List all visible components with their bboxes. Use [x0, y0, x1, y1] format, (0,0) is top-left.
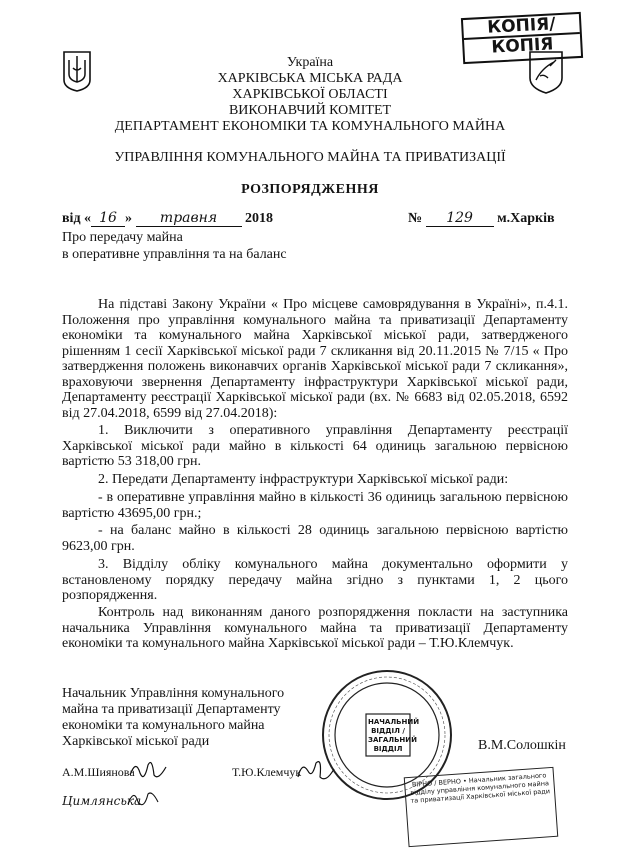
signature-tsymlianska-icon: [126, 786, 160, 812]
body-item-2: 2. Передати Департаменту інфраструктури Харківської міської ради:: [98, 472, 509, 487]
date-year: 2018: [245, 211, 274, 226]
copy-stamp: КОПІЯ/ КОПІЯ: [461, 12, 583, 64]
signature-title-3: економіки та комунального майна: [62, 718, 265, 733]
subject-line-1: Про передачу майна: [62, 230, 183, 245]
doc-type: РОЗПОРЯДЖЕННЯ: [241, 182, 379, 197]
signature-shiyanova-icon: [128, 755, 168, 785]
date-day: 16: [91, 211, 125, 227]
header-committee: ВИКОНАВЧИЙ КОМІТЕТ: [228, 103, 392, 118]
signature-title-2: майна та приватизації Департаменту: [62, 702, 281, 717]
subject-line-2: в оперативне управління та на баланс: [62, 247, 287, 262]
seal-text: НАЧАЛЬНИЙ ВІДДІЛ / ЗАГАЛЬНИЙ ВІДДІЛ: [368, 718, 420, 753]
signatory-name: В.М.Солошкін: [478, 738, 566, 753]
verification-stamp: ВІРНО / ВЕРНО • Начальник загального відділу управління комунального майна та приватизації Харківської міської ради: [404, 767, 559, 847]
signature-title-1: Начальник Управління комунального: [62, 686, 285, 701]
header-country: Україна: [286, 55, 334, 70]
approval-klemchuk: Т.Ю.Клемчук: [232, 765, 302, 779]
signature-klemchuk-icon: [296, 755, 336, 785]
coat-of-arms-icon: [62, 50, 92, 92]
body-item-1: 1. Виключити з оперативного управління Департаменту реєстрації Харківської міської ради майно в кількості 64 одиниць загальною первісною вартістю 53 318,00 грн.: [62, 423, 568, 469]
body-item-3: 3. Відділу обліку комунального майна документально оформити у встановленому порядку передачу майна згідно з пунктами 1, 2 цього розпорядження.: [62, 557, 568, 603]
header-department: ДЕПАРТАМЕНТ ЕКОНОМІКИ ТА КОМУНАЛЬНОГО МАЙНА: [114, 119, 506, 134]
date-line: від « 16 » травня 2018: [62, 210, 274, 226]
header-council: ХАРКІВСЬКА МІСЬКА РАДА: [217, 71, 403, 86]
date-month: травня: [136, 211, 242, 227]
approval-shiyanova: А.М.Шиянова: [62, 765, 135, 779]
city-emblem-icon: [528, 50, 564, 94]
body-item-2a: - в оперативне управління майно в кількості 36 одиниць загальною первісною вартістю 43695,00 грн.;: [62, 490, 568, 521]
approval-handwritten: Цимлянська: [62, 794, 142, 808]
signature-title-4: Харківської міської ради: [62, 734, 210, 749]
header-directorate: УПРАВЛІННЯ КОМУНАЛЬНОГО МАЙНА ТА ПРИВАТИЗАЦІЇ: [114, 150, 506, 165]
body-item-2b: - на баланс майно в кількості 28 одиниць загальною первісною вартістю 9623,00 грн.: [62, 523, 568, 554]
order-number: № 129 м.Харків: [408, 210, 555, 226]
body-control: Контроль над виконанням даного розпорядження покласти на заступника начальника Управління комунального майна та приватизації Департаменту економіки та комунального майна Харківської міської ради – Т.Ю.Клемчук.: [62, 605, 568, 651]
body-preamble: На підставі Закону України « Про місцеве самоврядування в Україні», п.4.1. Положення про управління комунального майна та приватизації Департаменту економіки та комунального майна Харківської міської ради, затвердженого рішенням 1 сесії Харківської міської ради 7 скликання від 20.11.2015 № 7/15 « Про затвердження положень виконавчих органів Харківської міської ради 7 скликання», враховуючи звернення Департаменту інфраструктури Харківської міської ради, Департаменту реєстрації Харківської міської ради (вх. № 6683 від 02.05.2018, 6592 від 27.04.2018, 6599 від 27.04.2018):: [62, 297, 568, 421]
header-region: ХАРКІВСЬКОЇ ОБЛАСТІ: [232, 87, 388, 102]
